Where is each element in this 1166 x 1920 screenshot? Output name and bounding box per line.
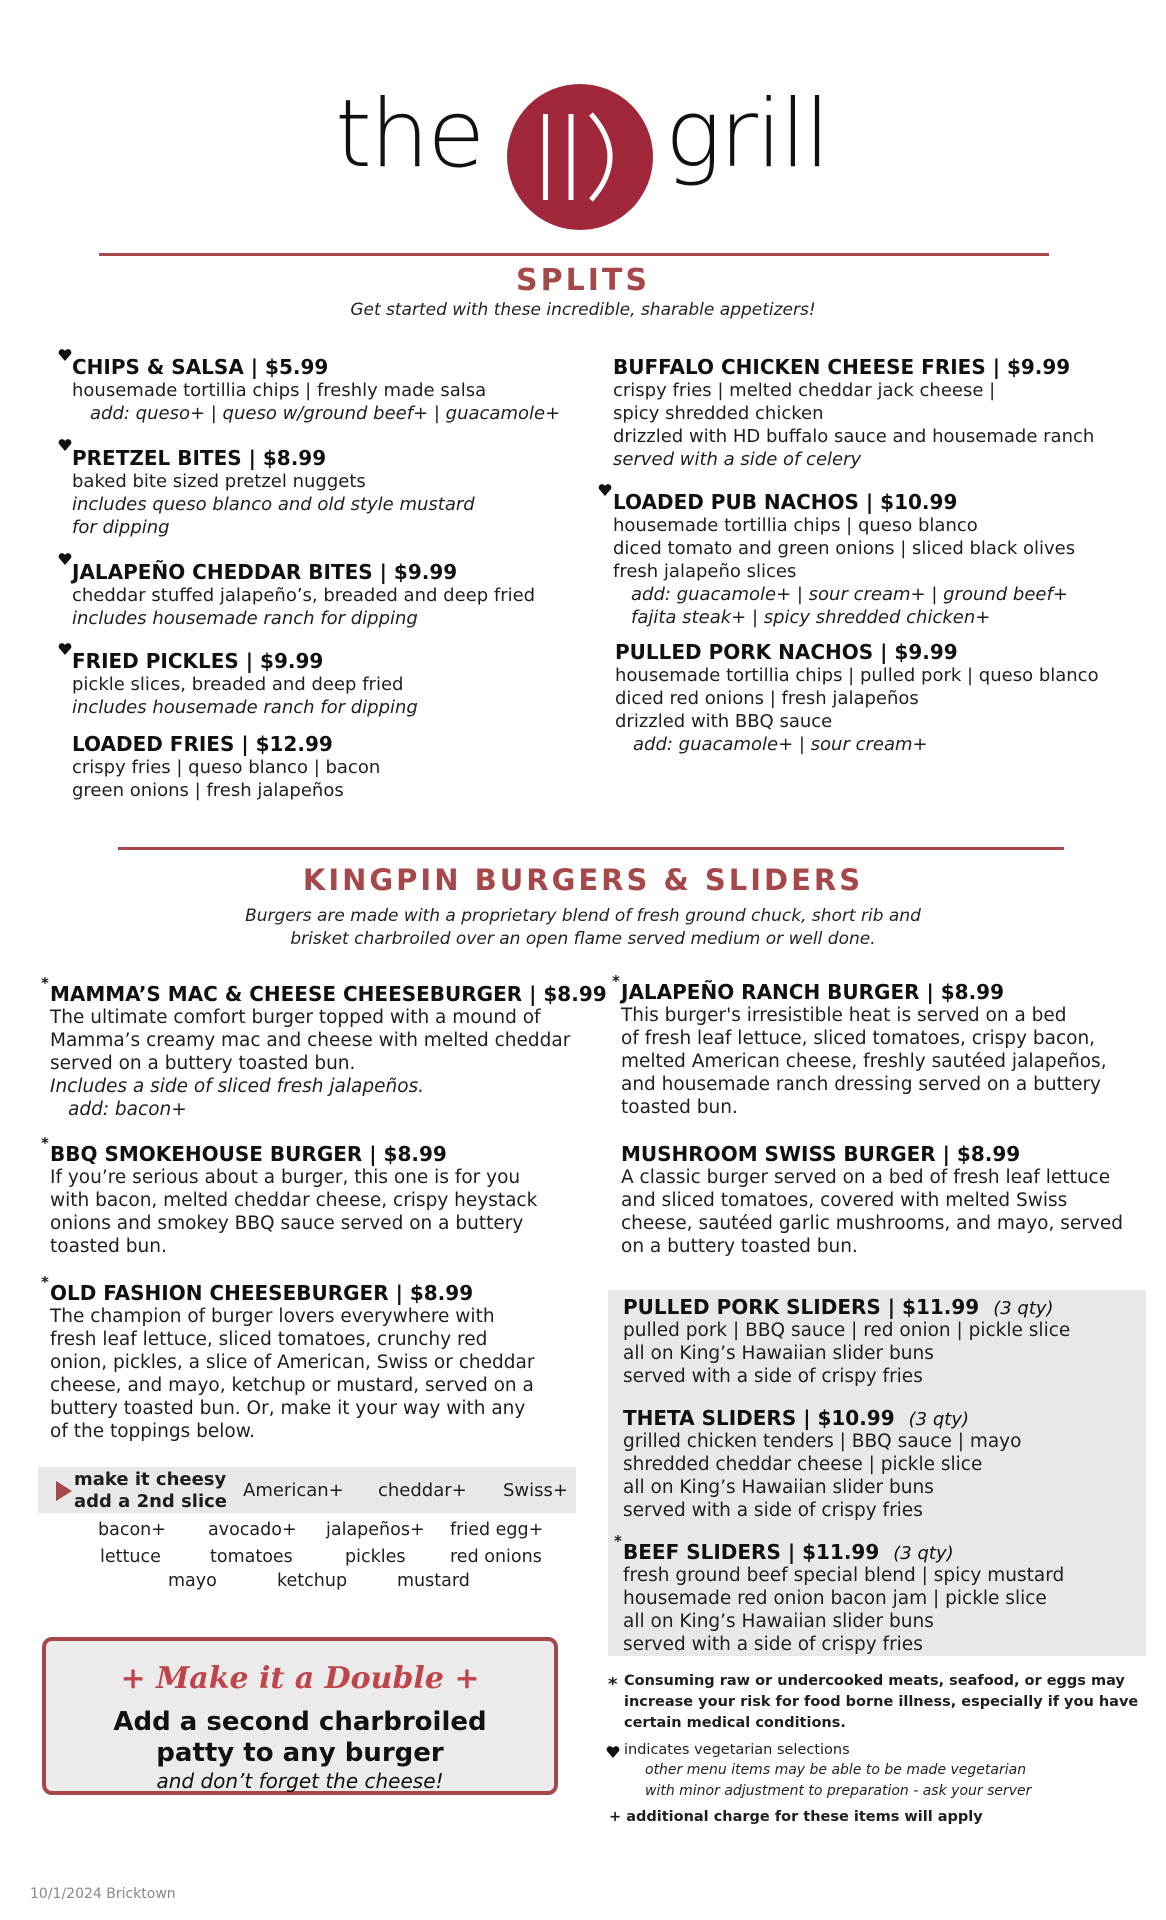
item-desc: pulled pork | BBQ sauce | red onion | pickle slice [623,1320,1071,1341]
item-desc: and sliced tomatoes, covered with melted Swiss [621,1190,1068,1211]
item-name: OLD FASHION CHEESEBURGER | $8.99 [50,1281,474,1305]
item-desc: baked bite sized pretzel nuggets [72,471,366,492]
raw-warning-star: * [41,1273,49,1291]
item-desc: housemade tortillia chips | pulled pork | queso blanco [615,665,1099,686]
menu-item-pulled-pork-nachos [615,640,1099,756]
item-name: BBQ SMOKEHOUSE BURGER | $8.99 [50,1142,447,1166]
item-desc: Mamma’s creamy mac and cheese with melted cheddar [50,1030,571,1051]
item-name [623,1540,1064,1564]
item-desc: A classic burger served on a bed of fresh leaf lettuce [621,1167,1111,1188]
item-name: MAMMA’S MAC & CHEESE CHEESEBURGER | $8.99 [50,982,607,1006]
item-desc: crispy fries | melted cheddar jack cheese | [613,380,996,401]
cheesy-option-american: American+ [243,1480,344,1501]
raw-warning-star: * [614,1532,622,1550]
burgers-subtitle-line2: brisket charbroiled over an open flame served medium or well done. [290,929,876,949]
item-desc: served with a side of crispy fries [623,1366,923,1387]
item-title: PULLED PORK SLIDERS | $11.99 [623,1295,980,1319]
raw-warning-star: * [41,1134,49,1152]
logo-word-the: the [335,80,484,189]
item-desc: shredded cheddar cheese | pickle slice [623,1454,983,1475]
item-title: BEEF SLIDERS | $11.99 [623,1540,880,1564]
footer-date-location: 10/1/2024 Bricktown [30,1886,176,1902]
vegetarian-heart-icon [606,1745,620,1759]
cheesy-label-1: make it cheesy [74,1469,227,1490]
topping-item: bacon+ [98,1520,166,1540]
menu-item-buffalo-chicken-cheese-fries [613,355,1094,471]
item-name: CHIPS & SALSA | $5.99 [72,355,329,379]
item-note: served with a side of celery [613,449,862,470]
warning-line: certain medical conditions. [624,1715,846,1731]
vegetarian-heart-icon [58,438,72,452]
menu-item-chips-salsa [72,355,560,425]
item-qty: (3 qty) [993,1298,1054,1319]
item-name: PULLED PORK NACHOS | $9.99 [615,640,958,664]
item-add: add: guacamole+ | sour cream+ [633,734,928,755]
item-desc: served with a side of crispy fries [623,1634,923,1655]
item-desc: The champion of burger lovers everywhere with [50,1306,495,1327]
cheesy-option-cheddar: cheddar+ [378,1480,467,1501]
item-name: JALAPEÑO RANCH BURGER | $8.99 [621,980,1005,1004]
topping-item: jalapeños+ [326,1520,425,1540]
item-note: includes housemade ranch for dipping [72,697,418,718]
item-desc: crispy fries | queso blanco | bacon [72,757,381,778]
note-line: other menu items may be able to be made vegetarian [645,1762,1027,1778]
vegetarian-heart-icon [598,483,612,497]
item-desc: drizzled with BBQ sauce [615,711,833,732]
topping-item: mayo [168,1571,217,1591]
item-desc: on a buttery toasted bun. [621,1236,858,1257]
additional-charge-note: + additional charge for these items will apply [609,1809,983,1825]
splits-subtitle: Get started with these incredible, sharable appetizers! [350,300,816,320]
item-name: PRETZEL BITES | $8.99 [72,446,327,470]
cheesy-label-2: add a 2nd slice [74,1491,228,1512]
menu-item-mammas-mac-cheeseburger [50,982,607,1121]
item-desc: of fresh leaf lettuce, sliced tomatoes, crispy bacon, [621,1028,1096,1049]
raw-warning-star: * [608,1674,618,1695]
splits-divider [99,253,1049,256]
item-desc: fresh leaf lettuce, sliced tomatoes, crunchy red [50,1329,488,1350]
item-name [623,1295,1070,1319]
vegetarian-note [645,1760,1031,1802]
topping-item: fried egg+ [450,1520,544,1540]
item-desc: all on King’s Hawaiian slider buns [623,1343,934,1364]
item-desc: pickle slices, breaded and deep fried [72,674,404,695]
item-desc: housemade red onion bacon jam | pickle slice [623,1588,1047,1609]
item-desc: diced tomato and green onions | sliced black olives [613,538,1076,559]
item-desc: cheese, sautéed garlic mushrooms, and mayo, served [621,1213,1123,1234]
item-note: includes housemade ranch for dipping [72,608,418,629]
make-it-cheesy-bar [38,1467,576,1513]
double-line-2: patty to any burger [156,1738,444,1768]
item-desc: melted American cheese, freshly sautéed jalapeños, [621,1051,1107,1072]
splits-title: SPLITS [516,263,650,298]
item-desc: all on King’s Hawaiian slider buns [623,1611,934,1632]
topping-item: red onions [450,1547,542,1567]
item-desc: toasted bun. [621,1097,738,1118]
topping-item: tomatoes [210,1547,293,1567]
menu-item-mushroom-swiss-burger [621,1142,1123,1258]
item-desc: with bacon, melted cheddar cheese, crispy heystack [50,1190,538,1211]
menu-item-pretzel-bites [72,446,475,539]
item-title: THETA SLIDERS | $10.99 [623,1406,895,1430]
burgers-title: KINGPIN BURGERS & SLIDERS [302,863,864,897]
raw-food-warning [624,1671,1138,1734]
vegetarian-heart-icon [58,642,72,656]
vegetarian-legend: indicates vegetarian selections [624,1742,850,1758]
item-desc: toasted bun. [50,1236,167,1257]
topping-item: avocado+ [208,1520,297,1540]
topping-item: pickles [345,1547,406,1567]
logo-word-grill: grill [665,80,829,189]
item-desc: housemade tortillia chips | queso blanco [613,515,978,536]
item-desc: cheddar stuffed jalapeño’s, breaded and deep fried [72,585,536,606]
burgers-subtitle-line1: Burgers are made with a proprietary blend of fresh ground chuck, short rib and [245,906,921,926]
double-script-title: + Make it a Double + [120,1661,480,1696]
item-desc: The ultimate comfort burger topped with a mound of [50,1007,541,1028]
item-add: add: guacamole+ | sour cream+ | ground beef+ [631,584,1068,605]
item-desc: all on King’s Hawaiian slider buns [623,1477,934,1498]
menu-item-jalapeno-ranch-burger [621,980,1107,1119]
raw-warning-star: * [41,974,49,992]
topping-item: ketchup [277,1571,348,1591]
item-name: BUFFALO CHICKEN CHEESE FRIES | $9.99 [613,355,1071,379]
item-desc: diced red onions | fresh jalapeños [615,688,919,709]
item-name: MUSHROOM SWISS BURGER | $8.99 [621,1142,1021,1166]
item-name: JALAPEÑO CHEDDAR BITES | $9.99 [72,560,458,584]
item-desc: fresh jalapeño slices [613,561,797,582]
warning-line: Consuming raw or undercooked meats, seafood, or eggs may [624,1673,1125,1689]
item-name [623,1406,1021,1430]
menu-item-beef-sliders [623,1540,1064,1656]
item-desc: served on a buttery toasted bun. [50,1053,356,1074]
note-line: with minor adjustment to preparation - ask your server [645,1783,1032,1799]
burgers-divider [118,847,1064,850]
item-desc: onion, pickles, a slice of American, Swiss or cheddar [50,1352,535,1373]
warning-line: increase your risk for food borne illness, especially if you have [624,1694,1139,1710]
raw-warning-star: * [612,972,620,990]
item-desc: grilled chicken tenders | BBQ sauce | mayo [623,1431,1022,1452]
item-desc: onions and smokey BBQ sauce served on a buttery [50,1213,524,1234]
toppings-list [0,1520,600,1600]
item-desc: If you’re serious about a burger, this one is for you [50,1167,521,1188]
item-name: LOADED PUB NACHOS | $10.99 [613,490,958,514]
cheesy-option-swiss: Swiss+ [503,1480,568,1501]
item-add: add: queso+ | queso w/ground beef+ | guacamole+ [90,403,561,424]
item-desc: housemade tortillia chips | freshly made salsa [72,380,487,401]
vegetarian-heart-icon [58,552,72,566]
menu-item-loaded-pub-nachos [613,490,1075,629]
menu-item-old-fashion-cheeseburger [50,1281,534,1443]
menu-item-fried-pickles [72,649,418,719]
logo [0,80,1166,240]
item-qty: (3 qty) [893,1543,954,1564]
logo-hd-emblem [505,82,655,232]
item-desc: and housemade ranch dressing served on a buttery [621,1074,1102,1095]
menu-item-pulled-pork-sliders [623,1295,1070,1388]
item-desc: This burger's irresistible heat is served on a bed [621,1005,1067,1026]
item-add: fajita steak+ | spicy shredded chicken+ [631,607,991,628]
menu-item-theta-sliders [623,1406,1021,1522]
item-desc: fresh ground beef special blend | spicy mustard [623,1565,1065,1586]
make-it-a-double-box [42,1637,558,1795]
item-desc: spicy shredded chicken [613,403,824,424]
item-name: FRIED PICKLES | $9.99 [72,649,324,673]
item-desc: green onions | fresh jalapeños [72,780,344,801]
item-desc: drizzled with HD buffalo sauce and housemade ranch [613,426,1095,447]
item-add: add: bacon+ [68,1099,187,1120]
double-line-1: Add a second charbroiled [113,1707,487,1737]
item-desc: buttery toasted bun. Or, make it your way with any [50,1398,526,1419]
item-note: includes queso blanco and old style mustard [72,494,475,515]
double-line-3: and don’t forget the cheese! [156,1769,444,1793]
vegetarian-heart-icon [58,348,72,362]
menu-item-jalapeno-cheddar-bites [72,560,535,630]
item-qty: (3 qty) [908,1409,969,1430]
topping-item: lettuce [100,1547,161,1567]
item-note: Includes a side of sliced fresh jalapeños. [50,1076,425,1097]
menu-item-loaded-fries [72,732,380,802]
item-desc: of the toppings below. [50,1421,256,1442]
menu-item-bbq-smokehouse-burger [50,1142,537,1258]
item-desc: cheese, and mayo, ketchup or mustard, served on a [50,1375,534,1396]
item-desc: served with a side of crispy fries [623,1500,923,1521]
item-name: LOADED FRIES | $12.99 [72,732,333,756]
item-note: for dipping [72,517,170,538]
topping-item: mustard [397,1571,470,1591]
play-arrow-icon [56,1481,72,1501]
